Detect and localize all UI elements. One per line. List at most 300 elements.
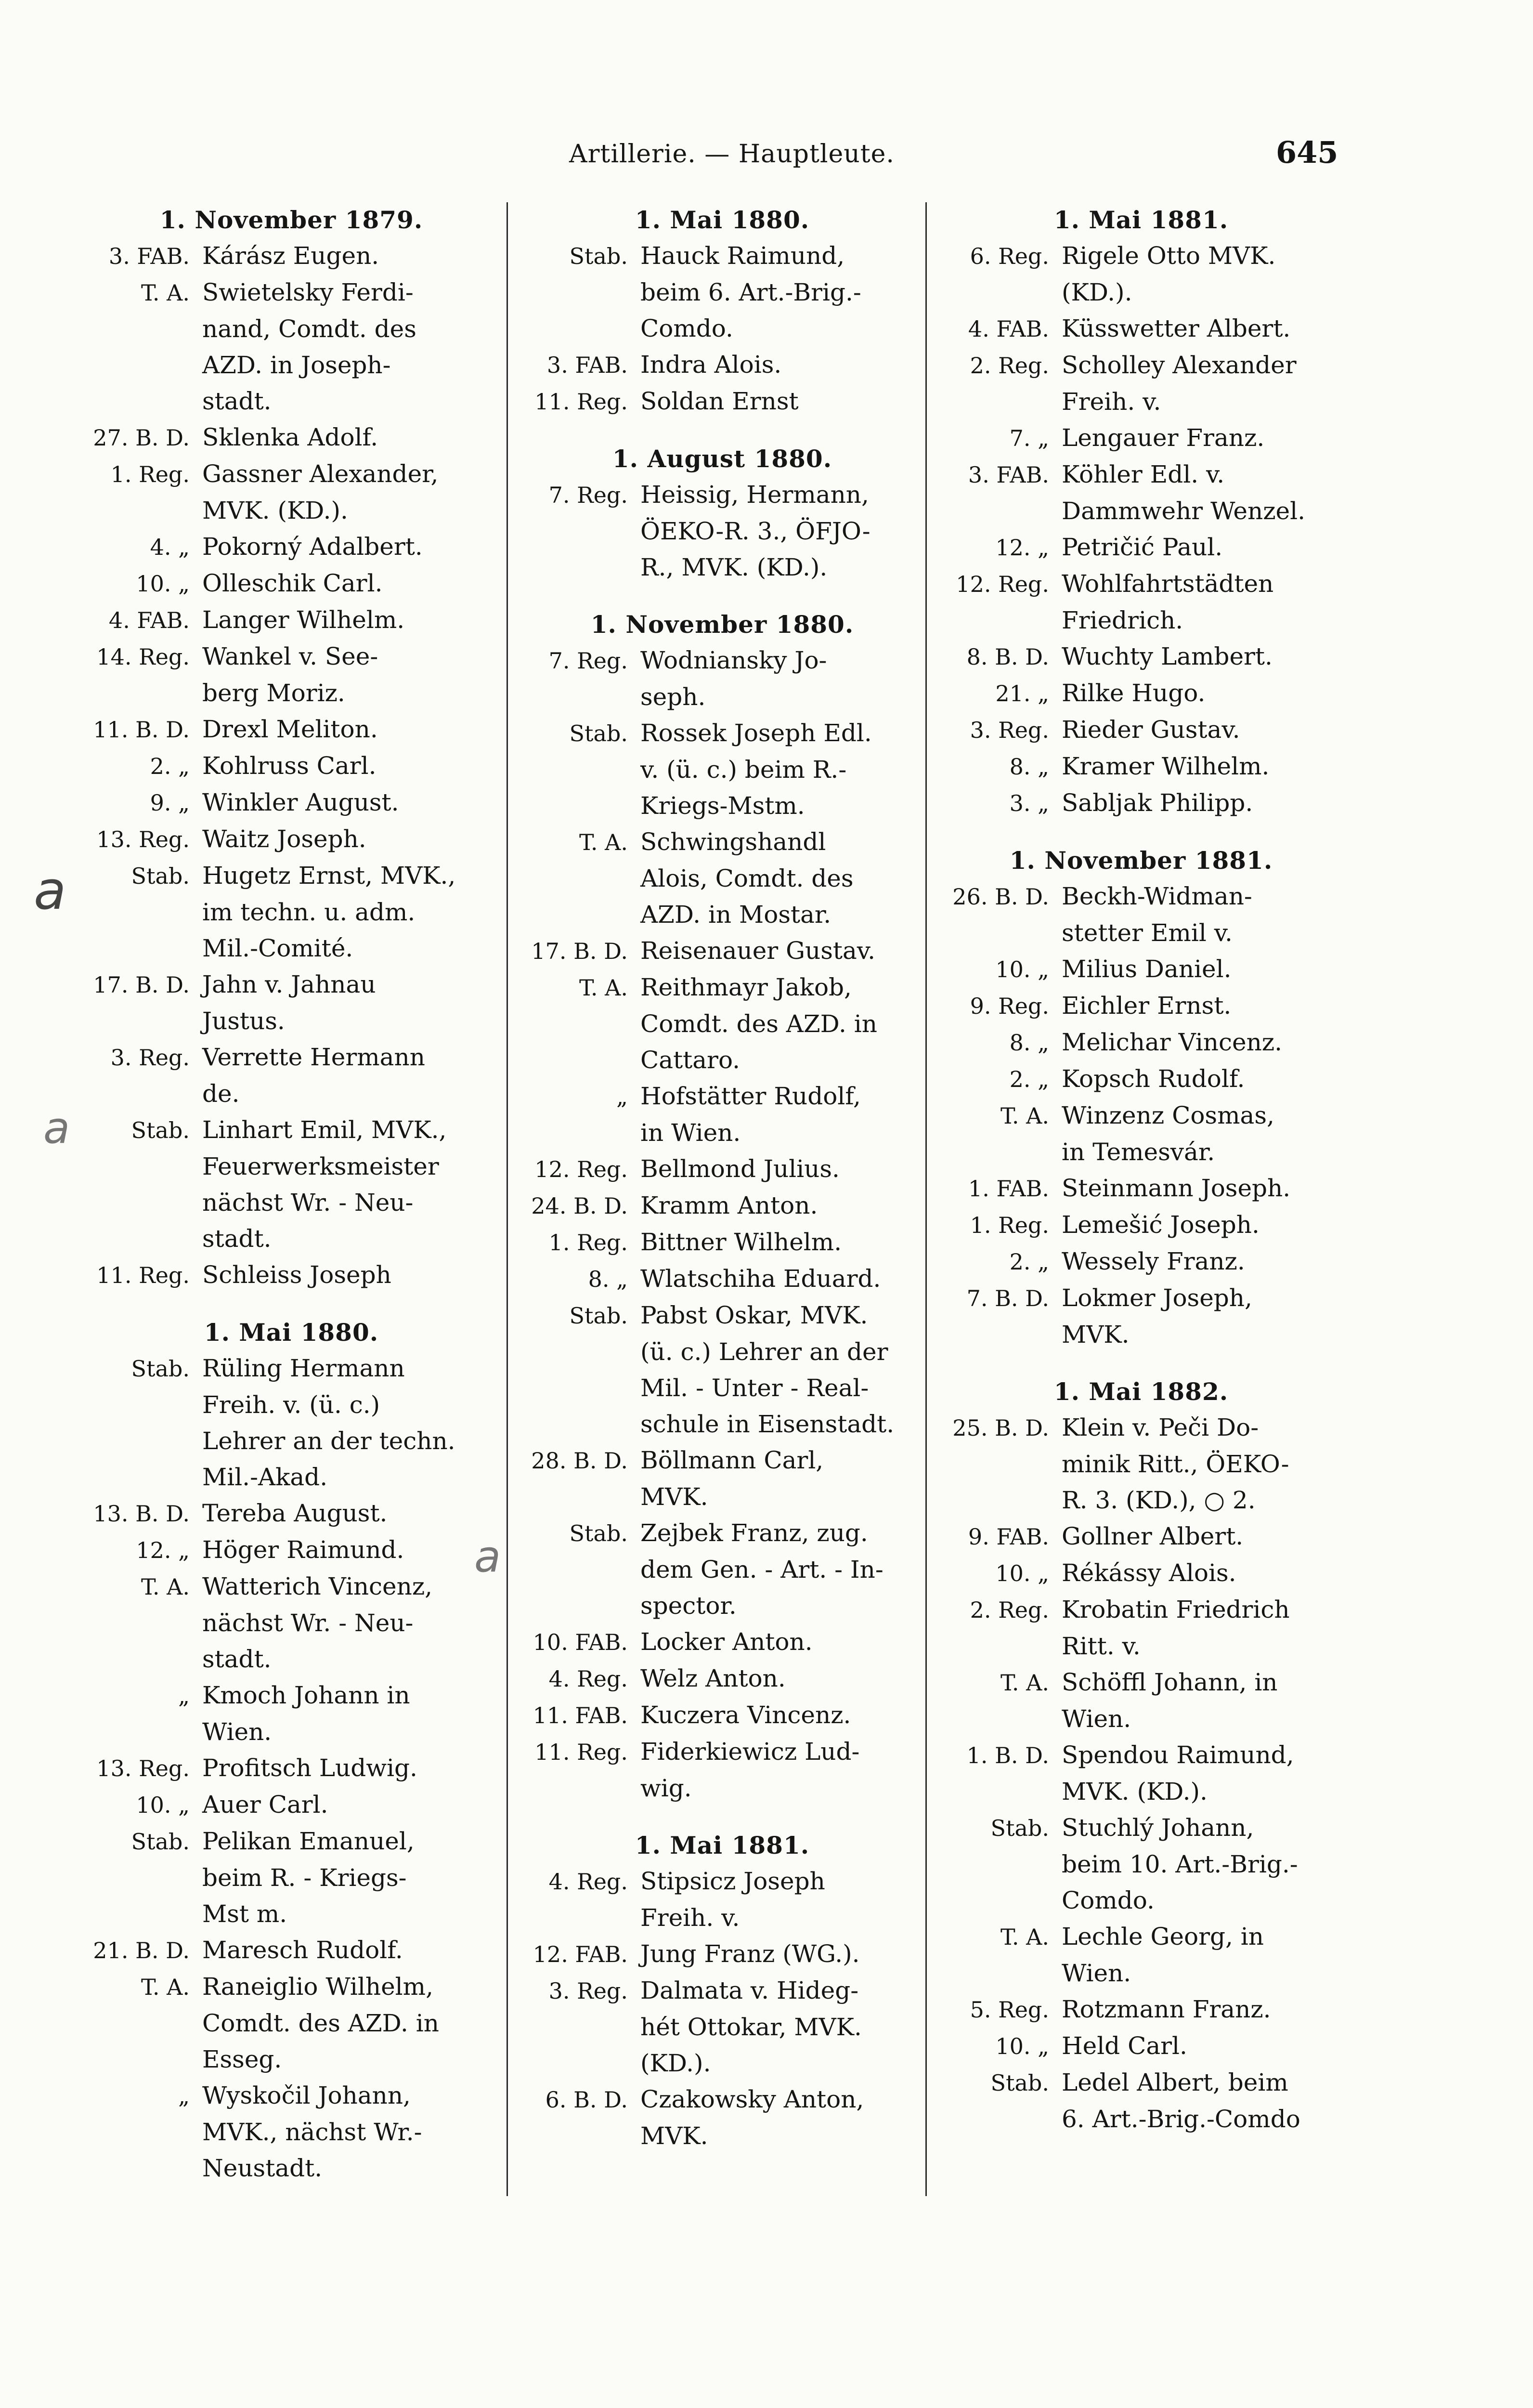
officer-name: Bittner Wilhelm.	[640, 1228, 842, 1256]
roster-entry	[936, 639, 1346, 675]
officer-name: Scholley Alexander	[1062, 351, 1297, 379]
officer-name: Drexl Meliton.	[202, 715, 378, 743]
officer-name: MVK., nächst Wr.-	[202, 2118, 422, 2146]
roster-entry	[936, 1410, 1346, 1446]
unit-label: 12. FAB.	[533, 1941, 628, 1967]
unit-label: 7. Reg.	[548, 482, 628, 508]
roster-entry	[936, 1280, 1346, 1317]
officer-name: Beckh-Widman-	[1062, 882, 1252, 910]
unit-label: 3. FAB.	[968, 462, 1049, 488]
roster-entry	[77, 1787, 506, 1823]
roster-entry	[515, 1188, 929, 1224]
roster-entry	[77, 2078, 506, 2114]
unit-label: 10. „	[136, 1792, 190, 1818]
roster-entry	[77, 1459, 506, 1495]
unit-label: 6. Reg.	[970, 243, 1049, 269]
date-heading: 1. Mai 1882.	[1053, 1377, 1229, 1406]
unit-label: 6. B. D.	[545, 2087, 628, 2113]
roster-entry	[77, 675, 506, 711]
officer-name: Indra Alois.	[640, 351, 782, 379]
unit-label: 14. Reg.	[96, 644, 190, 670]
roster-entry	[77, 1003, 506, 1039]
roster-entry	[77, 748, 506, 785]
roster-entry	[515, 679, 929, 715]
roster-entry	[515, 1479, 929, 1515]
officer-name: Küsswetter Albert.	[1062, 314, 1291, 342]
unit-label: Stab.	[569, 1520, 628, 1546]
roster-entry	[77, 711, 506, 748]
roster-entry	[77, 1823, 506, 1860]
unit-label: 2. Reg.	[970, 1597, 1049, 1623]
roster-entry	[936, 1664, 1346, 1701]
officer-name: Czakowsky Anton,	[640, 2085, 864, 2113]
roster-entry	[515, 1261, 929, 1297]
roster-entry	[936, 1482, 1346, 1518]
officer-name: Kopsch Rudolf.	[1062, 1065, 1245, 1093]
unit-label: T. A.	[141, 1974, 190, 2000]
officer-name: Höger Raimund.	[202, 1536, 404, 1564]
roster-entry	[77, 1896, 506, 1932]
unit-label: 28. B. D.	[531, 1448, 628, 1474]
officer-name: stetter Emil v.	[1062, 919, 1233, 947]
unit-label: Stab.	[131, 1356, 190, 1382]
roster-entry	[515, 897, 929, 933]
officer-name: Hofstätter Rudolf,	[640, 1082, 861, 1110]
unit-label: 10. „	[995, 2033, 1049, 2059]
roster-entry	[77, 1714, 506, 1750]
officer-name: Milius Daniel.	[1062, 955, 1232, 983]
officer-name: MVK.	[640, 2122, 708, 2150]
officer-name: Böllmann Carl,	[640, 1446, 824, 1474]
roster-entry	[77, 1039, 506, 1076]
officer-name: Rüling Hermann	[202, 1354, 405, 1382]
officer-name: Ledel Albert, beim	[1062, 2068, 1288, 2096]
roster-entry	[515, 861, 929, 897]
officer-name: Steinmann Joseph.	[1062, 1174, 1291, 1202]
officer-name: Justus.	[202, 1007, 285, 1035]
roster-entry	[936, 1774, 1346, 1810]
officer-name: berg Moriz.	[202, 679, 345, 707]
roster-entry	[936, 2065, 1346, 2101]
unit-label: Stab.	[990, 2070, 1049, 2096]
unit-label: 27. B. D.	[93, 425, 190, 451]
roster-entry	[515, 642, 929, 679]
unit-label: Stab.	[131, 1829, 190, 1855]
officer-name: Kohlruss Carl.	[202, 752, 377, 780]
unit-label: 9. FAB.	[968, 1524, 1049, 1550]
officer-name: Mil.-Akad.	[202, 1463, 328, 1491]
roster-entry	[515, 1442, 929, 1479]
unit-label: 4. FAB.	[968, 316, 1049, 342]
roster-entry	[77, 383, 506, 419]
roster-entry	[515, 1936, 929, 1973]
officer-name: Langer Wilhelm.	[202, 606, 405, 634]
officer-name: Reithmayr Jakob,	[640, 973, 852, 1001]
officer-name: Olleschik Carl.	[202, 569, 383, 597]
officer-name: Lehrer an der techn.	[202, 1427, 455, 1455]
roster-entry	[936, 493, 1346, 529]
roster-entry	[77, 1112, 506, 1149]
unit-label: T. A.	[579, 829, 628, 855]
unit-label: 10. „	[995, 956, 1049, 982]
roster-entry	[77, 565, 506, 602]
roster-entry	[77, 529, 506, 565]
roster-entry	[77, 493, 506, 529]
officer-name: Neustadt.	[202, 2154, 323, 2182]
roster-entry	[936, 748, 1346, 785]
roster-entry	[515, 2045, 929, 2081]
officer-name: Ritt. v.	[1062, 1632, 1141, 1660]
date-heading: 1. November 1879.	[159, 206, 423, 234]
roster-entry	[77, 894, 506, 930]
roster-entry	[77, 858, 506, 894]
officer-name: Spendou Raimund,	[1062, 1741, 1294, 1769]
officer-name: in Temesvár.	[1062, 1138, 1215, 1166]
roster-entry	[515, 1224, 929, 1261]
date-heading: 1. November 1880.	[590, 610, 854, 639]
officer-name: Sklenka Adolf.	[202, 423, 378, 451]
unit-label: 9. „	[150, 790, 190, 816]
unit-label: T. A.	[141, 280, 190, 306]
roster-entry	[77, 347, 506, 383]
unit-label: 10. „	[136, 571, 190, 597]
officer-name: Gassner Alexander,	[202, 460, 439, 488]
roster-entry	[77, 2042, 506, 2078]
officer-name: AZD. in Joseph-	[202, 351, 391, 379]
roster-entry	[936, 1518, 1346, 1555]
unit-label: 21. B. D.	[93, 1937, 190, 1963]
roster-entry	[77, 1257, 506, 1294]
unit-label: 8. B. D.	[966, 644, 1049, 670]
unit-label: 7. B. D.	[966, 1285, 1049, 1311]
unit-label: 10. FAB.	[533, 1629, 628, 1655]
unit-label: 25. B. D.	[952, 1415, 1049, 1441]
officer-name: Pabst Oskar, MVK.	[640, 1301, 868, 1329]
officer-name: Petričić Paul.	[1062, 533, 1223, 561]
officer-name: Winkler August.	[202, 788, 399, 816]
unit-label: 2. Reg.	[970, 353, 1049, 379]
officer-name: Maresch Rudolf.	[202, 1936, 403, 1964]
officer-name: Mst m.	[202, 1900, 287, 1928]
roster-entry	[77, 1569, 506, 1605]
officer-name: Freih. v.	[640, 1904, 740, 1932]
unit-label: 3. FAB.	[546, 352, 628, 378]
roster-entry	[936, 878, 1346, 915]
page-number: 645	[1276, 135, 1338, 170]
roster-entry	[936, 675, 1346, 712]
officer-name: Lengauer Franz.	[1062, 424, 1265, 452]
officer-name: ÖEKO-R. 3., ÖFJO-	[640, 517, 870, 545]
officer-name: Dammwehr Wenzel.	[1062, 497, 1306, 525]
unit-label: 2. „	[1009, 1066, 1049, 1092]
roster-entry	[77, 1750, 506, 1787]
officer-name: Pokorný Adalbert.	[202, 533, 423, 561]
roster-entry	[77, 785, 506, 821]
officer-name: MVK.	[640, 1483, 708, 1511]
unit-label: „	[178, 2083, 190, 2109]
roster-entry	[77, 311, 506, 347]
handwritten-margin-mark: a	[43, 1103, 70, 1153]
officer-name: Comdt. des AZD. in	[202, 2009, 439, 2037]
officer-name: Köhler Edl. v.	[1062, 460, 1225, 488]
officer-name: Kramm Anton.	[640, 1191, 818, 1219]
unit-label: 3. Reg.	[970, 717, 1049, 743]
roster-entry	[515, 1406, 929, 1442]
officer-name: R. 3. (KD.), ○ 2.	[1062, 1486, 1256, 1514]
officer-name: Esseg.	[202, 2045, 282, 2073]
roster-entry	[77, 1605, 506, 1641]
officer-name: Fiderkiewicz Lud-	[640, 1738, 860, 1766]
roster-entry	[936, 988, 1346, 1024]
unit-label: T. A.	[141, 1574, 190, 1600]
roster-entry	[77, 1185, 506, 1221]
officer-name: Wien.	[1062, 1705, 1131, 1733]
officer-name: Rieder Gustav.	[1062, 716, 1240, 744]
unit-label: 11. Reg.	[534, 389, 628, 415]
roster-entry	[515, 311, 929, 347]
roster-entry	[936, 712, 1346, 748]
roster-entry	[936, 1955, 1346, 1991]
roster-entry	[936, 566, 1346, 602]
roster-entry	[936, 1134, 1346, 1170]
roster-entry	[515, 550, 929, 586]
unit-label: 13. Reg.	[96, 1755, 190, 1781]
roster-entry	[936, 1446, 1346, 1482]
unit-label: 5. Reg.	[970, 1997, 1049, 2023]
unit-label: 4. „	[150, 534, 190, 560]
officer-name: Wodniansky Jo-	[640, 646, 827, 674]
unit-label: 11. FAB.	[533, 1702, 628, 1728]
roster-entry	[936, 1991, 1346, 2028]
officer-name: Dalmata v. Hideg-	[640, 1976, 859, 2004]
roster-entry	[936, 420, 1346, 457]
unit-label: T. A.	[1000, 1924, 1049, 1950]
roster-entry	[77, 2150, 506, 2186]
officer-name: hét Ottokar, MVK.	[640, 2013, 862, 2041]
roster-entry	[515, 275, 929, 311]
roster-entry	[77, 419, 506, 456]
roster-entry	[936, 1846, 1346, 1883]
column-1	[77, 202, 506, 2225]
roster-entry	[515, 1370, 929, 1406]
roster-entry	[77, 2005, 506, 2042]
roster-entry	[936, 1170, 1346, 1207]
officer-name: Winzenz Cosmas,	[1062, 1101, 1274, 1129]
officer-name: Kramer Wilhelm.	[1062, 752, 1270, 780]
roster-entry	[77, 1532, 506, 1569]
unit-label: 10. „	[995, 1560, 1049, 1586]
officer-name: Freih. v. (ü. c.)	[202, 1391, 380, 1419]
officer-name: Freih. v.	[1062, 388, 1161, 416]
unit-label: 17. B. D.	[531, 938, 628, 964]
unit-label: 8. „	[1009, 1030, 1049, 1056]
officer-name: Schwingshandl	[640, 828, 826, 856]
officer-name: Rossek Joseph Edl.	[640, 719, 872, 747]
officer-name: Rékássy Alois.	[1062, 1559, 1236, 1587]
roster-entry	[936, 275, 1346, 311]
officer-name: beim 10. Art.-Brig.-	[1062, 1850, 1298, 1878]
roster-entry	[77, 1495, 506, 1532]
officer-name: Wohlfahrtstädten	[1062, 570, 1274, 598]
officer-name: Feuerwerksmeister	[202, 1152, 439, 1180]
roster-entry	[936, 1737, 1346, 1774]
roster-entry	[77, 1641, 506, 1677]
roster-entry	[936, 602, 1346, 639]
roster-entry	[77, 821, 506, 858]
unit-label: 11. Reg.	[534, 1739, 628, 1765]
roster-entry	[77, 602, 506, 639]
column-2	[515, 202, 929, 2225]
roster-entry	[515, 752, 929, 788]
roster-entry	[515, 1042, 929, 1078]
officer-name: Wien.	[202, 1718, 272, 1746]
officer-name: in Wien.	[640, 1119, 741, 1147]
officer-name: beim 6. Art.-Brig.-	[640, 278, 861, 306]
roster-entry	[515, 347, 929, 383]
roster-entry	[515, 1115, 929, 1151]
officer-name: stadt.	[202, 1645, 272, 1673]
officer-name: Linhart Emil, MVK.,	[202, 1116, 447, 1144]
officer-name: Schleiss Joseph	[202, 1261, 391, 1289]
officer-name: nächst Wr. - Neu-	[202, 1189, 414, 1217]
date-heading: 1. Mai 1880.	[635, 206, 810, 234]
unit-label: 17. B. D.	[93, 972, 190, 998]
unit-label: 1. B. D.	[966, 1742, 1049, 1768]
roster-entry	[77, 1149, 506, 1185]
date-heading: 1. August 1880.	[612, 445, 832, 473]
roster-entry	[515, 1734, 929, 1770]
unit-label: 11. Reg.	[96, 1262, 190, 1288]
roster-entry	[936, 1592, 1346, 1628]
officer-name: Tereba August.	[202, 1499, 388, 1527]
roster-entry	[515, 933, 929, 969]
roster-entry	[77, 639, 506, 675]
roster-entry	[515, 1334, 929, 1370]
roster-entry	[936, 1555, 1346, 1592]
roster-entry	[77, 1423, 506, 1459]
roster-entry	[515, 969, 929, 1006]
unit-label: T. A.	[579, 975, 628, 1001]
officer-name: wig.	[640, 1774, 692, 1802]
officer-name: Kárász Eugen.	[202, 242, 379, 270]
roster-entry	[936, 1098, 1346, 1134]
roster-entry	[936, 951, 1346, 988]
roster-entry	[77, 2114, 506, 2150]
unit-label: 12. „	[995, 535, 1049, 561]
officer-name: Bellmond Julius.	[640, 1155, 840, 1183]
officer-name: spector.	[640, 1592, 737, 1620]
officer-name: Locker Anton.	[640, 1628, 813, 1656]
officer-name: (KD.).	[640, 2049, 711, 2077]
officer-name: (ü. c.) Lehrer an der	[640, 1338, 888, 1366]
officer-name: Swietelsky Ferdi-	[202, 278, 414, 306]
unit-label: Stab.	[569, 720, 628, 746]
roster-entry	[77, 1969, 506, 2005]
roster-entry	[515, 715, 929, 752]
officer-name: stadt.	[202, 387, 272, 415]
roster-entry	[936, 2028, 1346, 2065]
officer-name: minik Ritt., ÖEKO-	[1062, 1450, 1289, 1478]
officer-name: MVK. (KD.).	[202, 497, 348, 524]
roster-entry	[515, 1697, 929, 1734]
officer-name: Schöffl Johann, in	[1062, 1668, 1278, 1696]
officer-name: Krobatin Friedrich	[1062, 1596, 1290, 1623]
unit-label: 21. „	[995, 681, 1049, 707]
officer-name: beim R. - Kriegs-	[202, 1864, 407, 1892]
roster-entry	[77, 238, 506, 275]
officer-name: Verrette Hermann	[202, 1043, 425, 1071]
unit-label: 7. „	[1009, 425, 1049, 451]
roster-entry	[515, 1552, 929, 1588]
roster-entry	[77, 1076, 506, 1112]
officer-name: Welz Anton.	[640, 1664, 786, 1692]
roster-entry	[936, 311, 1346, 347]
unit-label: 24. B. D.	[531, 1193, 628, 1219]
roster-entry	[77, 456, 506, 493]
officer-name: Mil.-Comité.	[202, 934, 353, 962]
officer-name: 6. Art.-Brig.-Comdo	[1062, 2105, 1300, 2133]
roster-entry	[936, 1243, 1346, 1280]
unit-label: 3. FAB.	[108, 243, 190, 269]
officer-name: Kmoch Johann in	[202, 1681, 410, 1709]
roster-entry	[936, 1919, 1346, 1955]
officer-name: Comdt. des AZD. in	[640, 1010, 877, 1038]
officer-name: Heissig, Hermann,	[640, 481, 869, 509]
officer-name: im techn. u. adm.	[202, 898, 416, 926]
roster-entry	[936, 457, 1346, 493]
officer-name: Friedrich.	[1062, 606, 1183, 634]
officer-name: Profitsch Ludwig.	[202, 1754, 417, 1782]
officer-name: schule in Eisenstadt.	[640, 1410, 895, 1438]
officer-name: Klein v. Peči Do-	[1062, 1413, 1259, 1441]
roster-entry	[936, 785, 1346, 822]
roster-entry	[936, 1701, 1346, 1737]
officer-name: Sabljak Philipp.	[1062, 789, 1253, 817]
roster-entry	[515, 477, 929, 513]
roster-entry	[77, 1677, 506, 1714]
unit-label: T. A.	[1000, 1103, 1049, 1129]
roster-entry	[936, 347, 1346, 384]
roster-entry	[936, 915, 1346, 951]
unit-label: 1. Reg.	[110, 461, 190, 487]
officer-name: Lemešić Joseph.	[1062, 1211, 1260, 1239]
roster-entry	[515, 1006, 929, 1042]
unit-label: Stab.	[569, 243, 628, 269]
roster-entry	[515, 1973, 929, 2009]
roster-entry	[515, 383, 929, 420]
roster-entry	[77, 1350, 506, 1387]
roster-entry	[515, 1863, 929, 1900]
unit-label: „	[178, 1683, 190, 1709]
officer-name: Waitz Joseph.	[202, 825, 366, 853]
officer-name: v. (ü. c.) beim R.-	[640, 756, 847, 784]
roster-entry	[515, 2009, 929, 2045]
unit-label: 4. Reg.	[548, 1666, 628, 1692]
roster-entry	[515, 1078, 929, 1115]
date-heading: 1. Mai 1881.	[635, 1831, 810, 1859]
officer-name: Comdo.	[640, 314, 733, 342]
unit-label: T. A.	[1000, 1670, 1049, 1696]
unit-label: 8. „	[1009, 754, 1049, 780]
roster-entry	[77, 1860, 506, 1896]
date-heading: 1. Mai 1880.	[204, 1318, 379, 1347]
officer-name: Stipsicz Joseph	[640, 1867, 825, 1895]
roster-entry	[936, 1207, 1346, 1243]
unit-label: Stab.	[131, 1117, 190, 1143]
officer-name: (KD.).	[1062, 278, 1132, 306]
officer-name: Gollner Albert.	[1062, 1522, 1244, 1550]
unit-label: Stab.	[131, 863, 190, 889]
